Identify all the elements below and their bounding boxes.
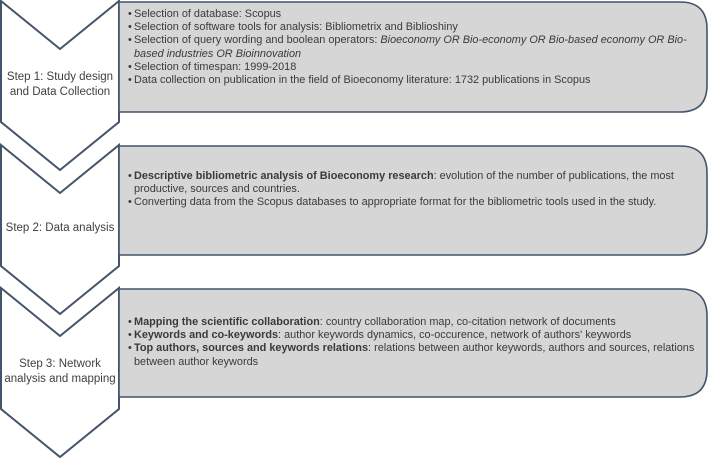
step-3-list <box>128 316 697 369</box>
list-item <box>128 329 697 342</box>
step-1-label-line-1: Step 1: Study design <box>6 71 114 83</box>
list-item <box>128 316 697 329</box>
step-2-label-line-1: Step 2: Data analysis <box>5 222 115 234</box>
item-text: Selection of software tools for analysis: Bibliometrix and Biblioshiny <box>134 21 458 34</box>
list-item <box>128 8 697 21</box>
step-3-label-line-2: analysis and mapping <box>4 373 116 385</box>
list-item <box>128 61 697 74</box>
step-2-label <box>1 221 119 236</box>
item-heading: Top authors, sources and keywords relations <box>134 342 369 355</box>
item-text: Selection of query wording and boolean operators: <box>134 34 381 47</box>
item-text: : author keywords dynamics, co-occurence, network of authors' keywords <box>278 329 632 342</box>
list-item <box>128 170 697 196</box>
item-text: Selection of timespan: 1999-2018 <box>134 60 297 73</box>
item-heading: Keywords and co-keywords <box>134 329 279 342</box>
item-text: Data collection on publication in the field of Bioeconomy literature: 1732 publications in Scopus <box>134 74 591 87</box>
list-item <box>128 74 697 87</box>
item-text: : evolution of the number of publications, the most productive, sources and countries. <box>134 170 674 196</box>
step-1-content <box>121 8 705 87</box>
step-3-label-line-1: Step 3: Network <box>19 358 101 370</box>
step-3-label <box>1 357 119 387</box>
item-text: : relations between author keywords, authors and sources, relations between author keywords <box>134 342 695 368</box>
item-text: Selection of database: Scopus <box>134 8 282 20</box>
list-item <box>128 342 697 368</box>
step-1-list <box>128 8 697 87</box>
item-heading: Descriptive bibliometric analysis of Bioeconomy research <box>134 170 434 182</box>
list-item <box>128 21 697 34</box>
item-text: : country collaboration map, co-citation network of documents <box>319 316 616 328</box>
item-heading: Mapping the scientific collaboration <box>134 316 320 328</box>
step-2-list <box>128 170 697 210</box>
item-text: Converting data from the Scopus databases to appropriate format for the bibliometric tools used in the study. <box>134 196 657 209</box>
step-1-label-line-2: and Data Collection <box>9 86 111 98</box>
step-1-label <box>1 70 119 100</box>
query-terms: Bioeconomy OR Bio-economy OR Bio-based economy OR Bio-based industries OR Bioinnovation <box>134 34 687 60</box>
list-item <box>128 196 697 209</box>
step-2-content <box>121 170 705 210</box>
step-3-content <box>121 316 705 369</box>
list-item <box>128 34 697 60</box>
